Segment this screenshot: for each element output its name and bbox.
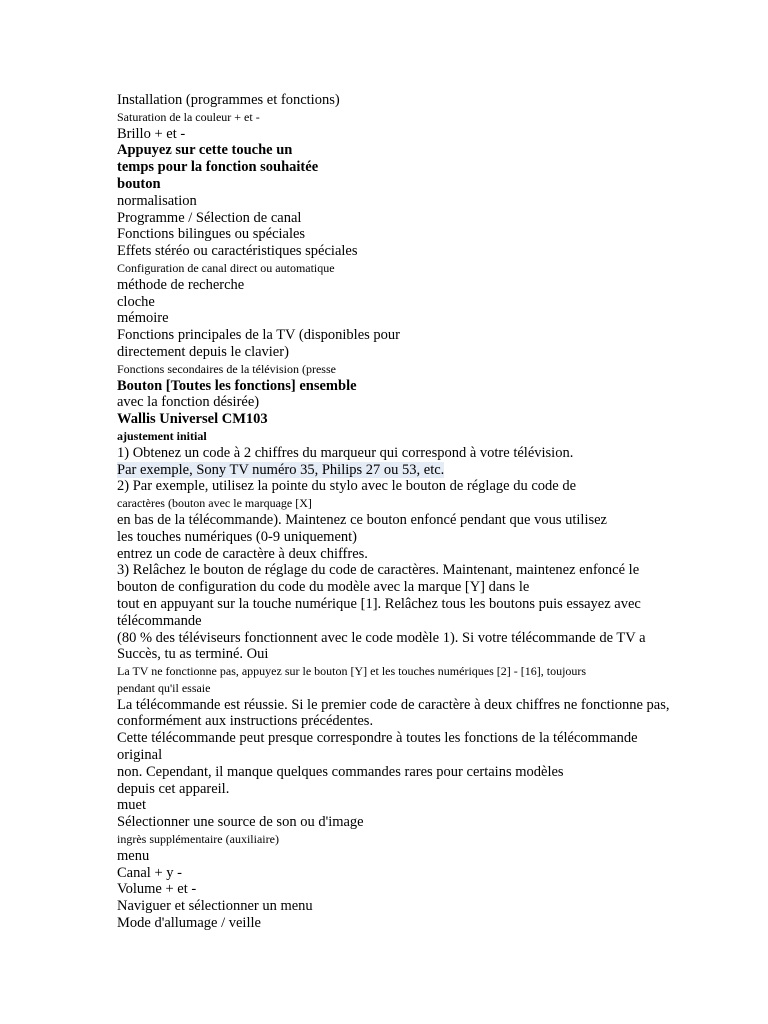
- text-line-content: caractères (bouton avec le marquage [X]: [117, 496, 312, 511]
- text-line: [117, 646, 687, 663]
- text-line-content: bouton: [117, 175, 161, 192]
- text-line-content: Fonctions bilingues ou spéciales: [117, 226, 306, 243]
- text-line: [117, 713, 687, 730]
- text-line-content: cloche: [117, 293, 155, 310]
- text-line-content: La TV ne fonctionne pas, appuyez sur le bouton [Y] et les touches numériques [2] - [16], toujours: [117, 664, 587, 679]
- text-line-content: Fonctions secondaires de la télévision (presse: [117, 361, 336, 376]
- text-line-content: normalisation: [117, 192, 197, 209]
- text-line: [117, 92, 687, 109]
- text-line-content: Appuyez sur cette touche un: [117, 142, 293, 159]
- text-line-content: muet: [117, 797, 146, 814]
- text-line: [117, 361, 687, 378]
- text-line: [117, 562, 687, 579]
- text-line: [117, 831, 687, 848]
- text-line: [117, 596, 687, 613]
- text-line: [117, 881, 687, 898]
- text-line: [117, 781, 687, 798]
- text-line-content: (80 % des téléviseurs fonctionnent avec le code modèle 1). Si votre télécommande de TV a: [117, 629, 646, 646]
- text-line: [117, 260, 687, 277]
- text-line: [117, 697, 687, 714]
- text-line-content: 1) Obtenez un code à 2 chiffres du marqueur qui correspond à votre télévision.: [117, 444, 574, 461]
- text-line: [117, 210, 687, 227]
- text-line: [117, 495, 687, 512]
- text-line: [117, 613, 687, 630]
- text-line: [117, 193, 687, 210]
- text-line-content: La télécommande est réussie. Si le premier code de caractère à deux chiffres ne fonctionne pas,: [117, 696, 670, 713]
- text-line: [117, 529, 687, 546]
- text-line-content: Brillo + et -: [117, 125, 186, 142]
- text-line-content: original: [117, 747, 163, 764]
- text-line: [117, 243, 687, 260]
- text-line-content: Installation (programmes et fonctions): [117, 92, 340, 108]
- text-line-content: menu: [117, 847, 150, 864]
- text-line-content: Mode d'allumage / veille: [117, 915, 261, 932]
- text-line: [117, 915, 687, 932]
- text-line-content: ajustement initial: [117, 428, 207, 443]
- text-line-content: Wallis Universel CM103: [117, 411, 268, 428]
- text-line-content: pendant qu'il essaie: [117, 680, 211, 695]
- text-line: [117, 176, 687, 193]
- text-line-content: Saturation de la couleur + et -: [117, 109, 260, 124]
- text-line-content: ingrès supplémentaire (auxiliaire): [117, 832, 279, 847]
- text-line-content: entrez un code de caractère à deux chiffres.: [117, 545, 368, 562]
- text-line: [117, 428, 687, 445]
- text-line: [117, 814, 687, 831]
- text-line-content: Programme / Sélection de canal: [117, 209, 302, 226]
- text-line: [117, 378, 687, 395]
- text-line-content: 2) Par exemple, utilisez la pointe du stylo avec le bouton de réglage du code de: [117, 478, 577, 495]
- text-line-content: Cette télécommande peut presque correspondre à toutes les fonctions de la télécommande: [117, 730, 638, 747]
- text-line: [117, 344, 687, 361]
- text-line: [117, 898, 687, 915]
- text-line-content: non. Cependant, il manque quelques commandes rares pour certains modèles: [117, 763, 564, 780]
- text-line: [117, 462, 687, 479]
- text-line-content: Bouton [Toutes les fonctions] ensemble: [117, 377, 357, 394]
- text-line-content: temps pour la fonction souhaitée: [117, 159, 319, 176]
- text-line-content: les touches numériques (0-9 uniquement): [117, 528, 357, 545]
- text-line-content: méthode de recherche: [117, 276, 245, 293]
- text-line: [117, 865, 687, 882]
- text-line-content: Volume + et -: [117, 881, 197, 898]
- text-line-content: tout en appuyant sur la touche numérique [1]. Relâchez tous les boutons puis essayez avec: [117, 595, 641, 612]
- text-line-content: Par exemple, Sony TV numéro 35, Philips 27 ou 53, etc.: [117, 461, 445, 478]
- text-line: [117, 277, 687, 294]
- text-line: [117, 848, 687, 865]
- text-line: [117, 730, 687, 747]
- text-line-content: Fonctions principales de la TV (disponibles pour: [117, 327, 400, 344]
- text-line: [117, 411, 687, 428]
- text-line: [117, 546, 687, 563]
- text-line-content: Sélectionner une source de son ou d'image: [117, 814, 364, 831]
- text-line: [117, 680, 687, 697]
- text-line: [117, 327, 687, 344]
- text-line: [117, 747, 687, 764]
- text-line-content: Succès, tu as terminé. Oui: [117, 646, 269, 663]
- text-line-content: depuis cet appareil.: [117, 780, 230, 797]
- text-line-content: en bas de la télécommande). Maintenez ce bouton enfoncé pendant que vous utilisez: [117, 511, 607, 528]
- text-line: [117, 579, 687, 596]
- text-line-content: bouton de configuration du code du modèle avec la marque [Y] dans le: [117, 579, 530, 596]
- text-line: [117, 512, 687, 529]
- text-line: [117, 478, 687, 495]
- text-line-content: avec la fonction désirée): [117, 394, 260, 411]
- text-line: [117, 797, 687, 814]
- text-line: [117, 630, 687, 647]
- text-line: [117, 663, 687, 680]
- text-line: [117, 126, 687, 143]
- text-line: [117, 159, 687, 176]
- text-line-content: conformément aux instructions précédentes.: [117, 713, 374, 730]
- text-line-content: Naviguer et sélectionner un menu: [117, 898, 313, 915]
- text-line: [117, 142, 687, 159]
- text-line-content: télécommande: [117, 612, 202, 629]
- text-line-content: 3) Relâchez le bouton de réglage du code de caractères. Maintenant, maintenez enfoncé le: [117, 562, 640, 579]
- text-line: [117, 764, 687, 781]
- text-line: [117, 294, 687, 311]
- text-line: [117, 445, 687, 462]
- text-line-content: mémoire: [117, 310, 169, 327]
- text-line: [117, 394, 687, 411]
- text-line-content: Canal + y -: [117, 864, 182, 881]
- text-line: [117, 310, 687, 327]
- text-line: [117, 109, 687, 126]
- text-line-content: directement depuis le clavier): [117, 343, 289, 360]
- text-line-content: Effets stéréo ou caractéristiques spéciales: [117, 243, 358, 260]
- text-line: [117, 226, 687, 243]
- text-line-content: Configuration de canal direct ou automatique: [117, 260, 335, 275]
- document-text-body: [117, 92, 687, 932]
